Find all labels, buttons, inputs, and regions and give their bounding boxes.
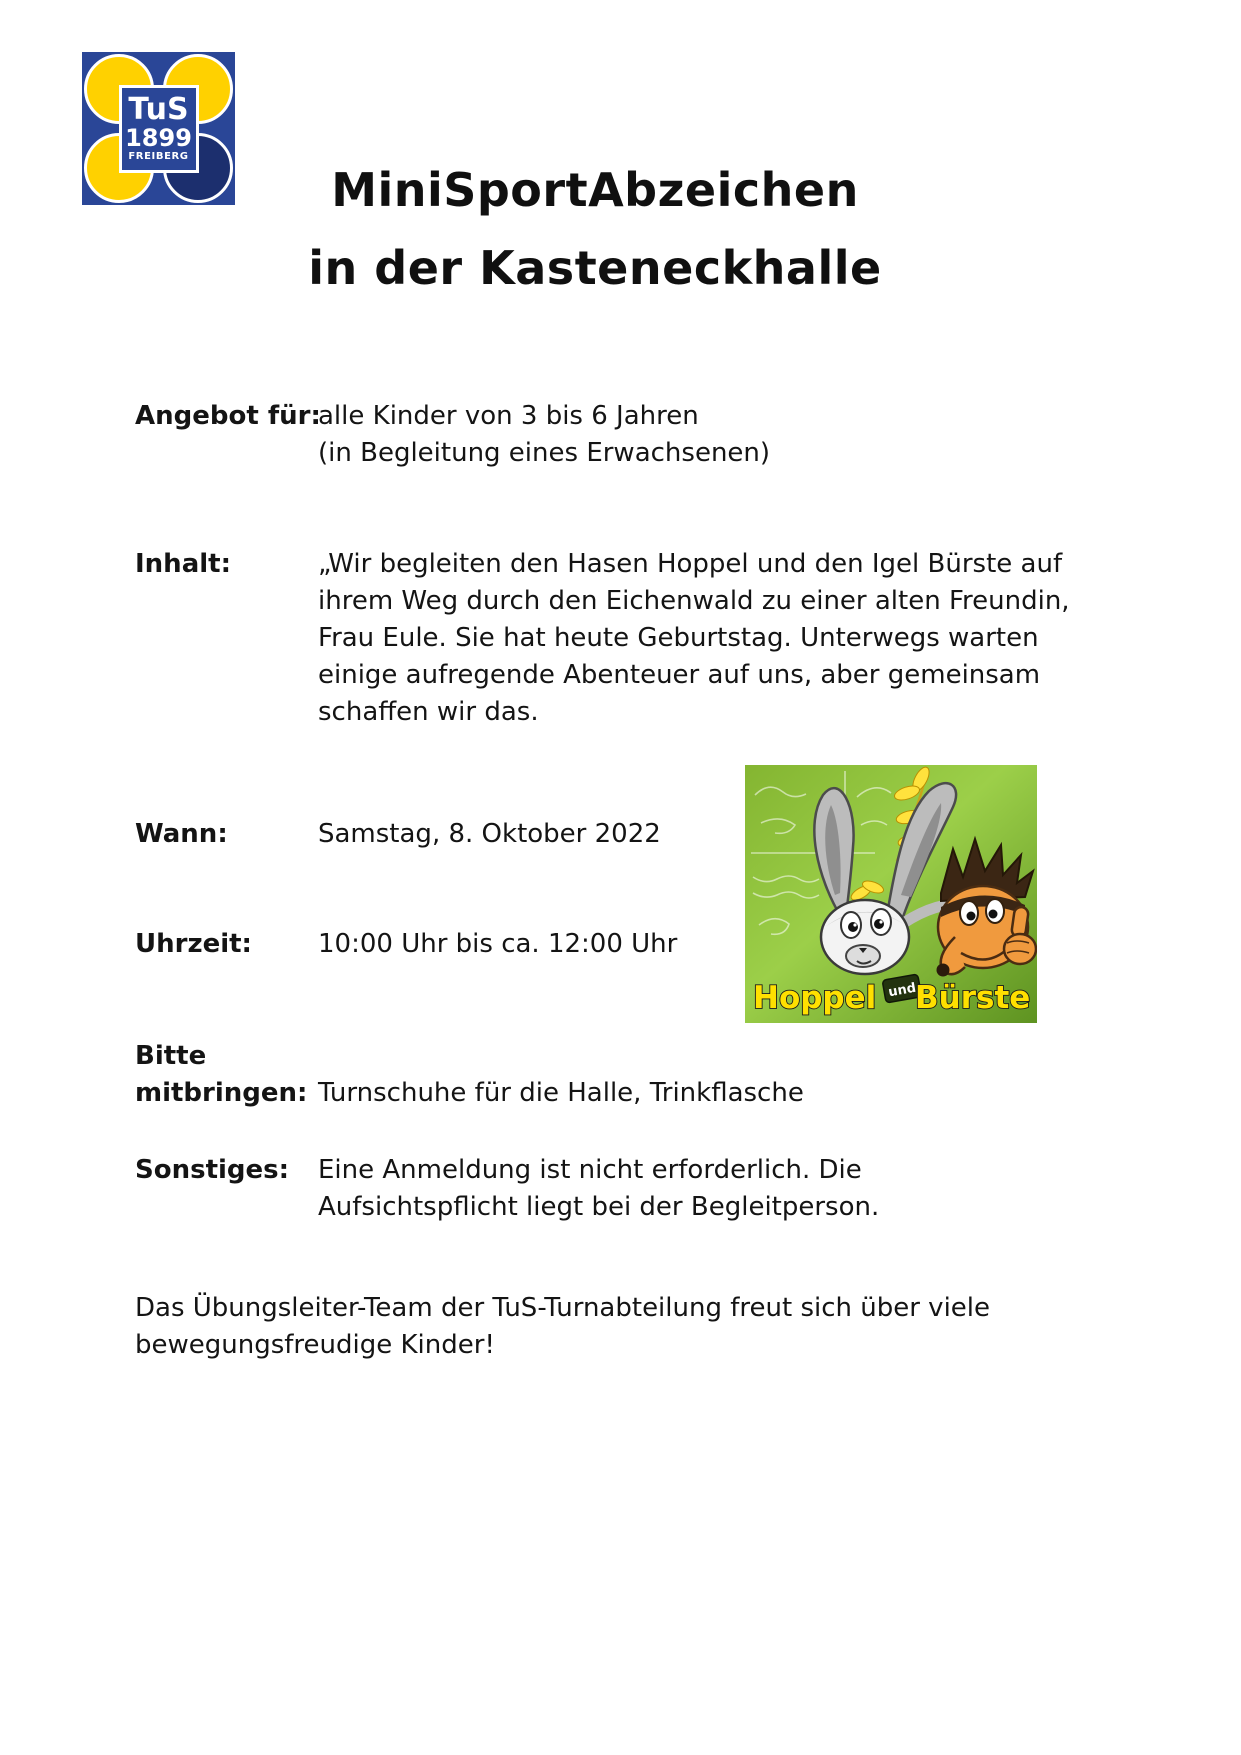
row-uhrzeit	[135, 926, 677, 963]
row-sonstiges	[135, 1152, 879, 1226]
row-inhalt-value-line2: ihrem Weg durch den Eichenwald zu einer alten Freundin,	[318, 586, 1070, 616]
row-wann-label: Wann:	[135, 819, 228, 849]
row-mitbringen	[135, 1038, 804, 1112]
row-angebot-value-line2: (in Begleitung eines Erwachsenen)	[318, 438, 771, 468]
hoppel-buerste-svg	[745, 765, 1037, 1023]
page-title-line1: MiniSportAbzeichen	[331, 163, 859, 217]
row-inhalt-label: Inhalt:	[135, 549, 231, 579]
closing-paragraph-line1: Das Übungsleiter-Team der TuS-Turnabteilung freut sich über viele	[135, 1293, 991, 1323]
row-sonstiges-value	[318, 1152, 879, 1226]
row-uhrzeit-value: 10:00 Uhr bis ca. 12:00 Uhr	[318, 929, 678, 959]
closing-paragraph	[135, 1290, 1115, 1364]
page-title	[0, 151, 1190, 307]
row-sonstiges-value-line1: Eine Anmeldung ist nicht erforderlich. Die	[318, 1155, 862, 1185]
closing-paragraph-line2: bewegungsfreudige Kinder!	[135, 1330, 495, 1360]
logo-text-tus: TuS	[128, 91, 189, 127]
row-angebot-label: Angebot für:	[135, 401, 321, 431]
bunny-head	[821, 900, 909, 974]
row-inhalt-value	[318, 546, 1070, 731]
row-inhalt-value-line5: schaffen wir das.	[318, 697, 539, 727]
hoppel-buerste-image	[745, 765, 1037, 1023]
row-mitbringen-value: Turnschuhe für die Halle, Trinkflasche	[318, 1078, 804, 1108]
row-mitbringen-label-line1: Bitte	[135, 1041, 207, 1071]
row-inhalt-value-line3: Frau Eule. Sie hat heute Geburtstag. Unterwegs warten	[318, 623, 1039, 653]
row-inhalt-value-line1: „Wir begleiten den Hasen Hoppel und den Igel Bürste auf	[318, 549, 1063, 579]
row-inhalt	[135, 546, 1070, 731]
caption-word-und: und	[887, 980, 918, 1001]
row-inhalt-value-line4: einige aufregende Abenteuer auf uns, aber gemeinsam	[318, 660, 1041, 690]
caption-word-hoppel: Hoppel	[753, 980, 877, 1016]
logo-text-city: FREIBERG	[128, 150, 189, 162]
row-mitbringen-label-line2: mitbringen:	[135, 1078, 308, 1108]
row-wann-value: Samstag, 8. Oktober 2022	[318, 819, 661, 849]
row-angebot	[135, 398, 770, 472]
caption-word-buerste: Bürste	[915, 980, 1031, 1016]
row-angebot-value	[318, 398, 770, 472]
row-wann	[135, 816, 661, 853]
row-sonstiges-value-line2: Aufsichtspflicht liegt bei der Begleitperson.	[318, 1192, 880, 1222]
row-uhrzeit-label: Uhrzeit:	[135, 929, 252, 959]
logo-text-year: 1899	[125, 123, 192, 152]
row-sonstiges-label: Sonstiges:	[135, 1155, 290, 1185]
page-title-line2: in der Kasteneckhalle	[308, 241, 882, 295]
row-mitbringen-label	[135, 1038, 318, 1112]
row-angebot-value-line1: alle Kinder von 3 bis 6 Jahren	[318, 401, 699, 431]
